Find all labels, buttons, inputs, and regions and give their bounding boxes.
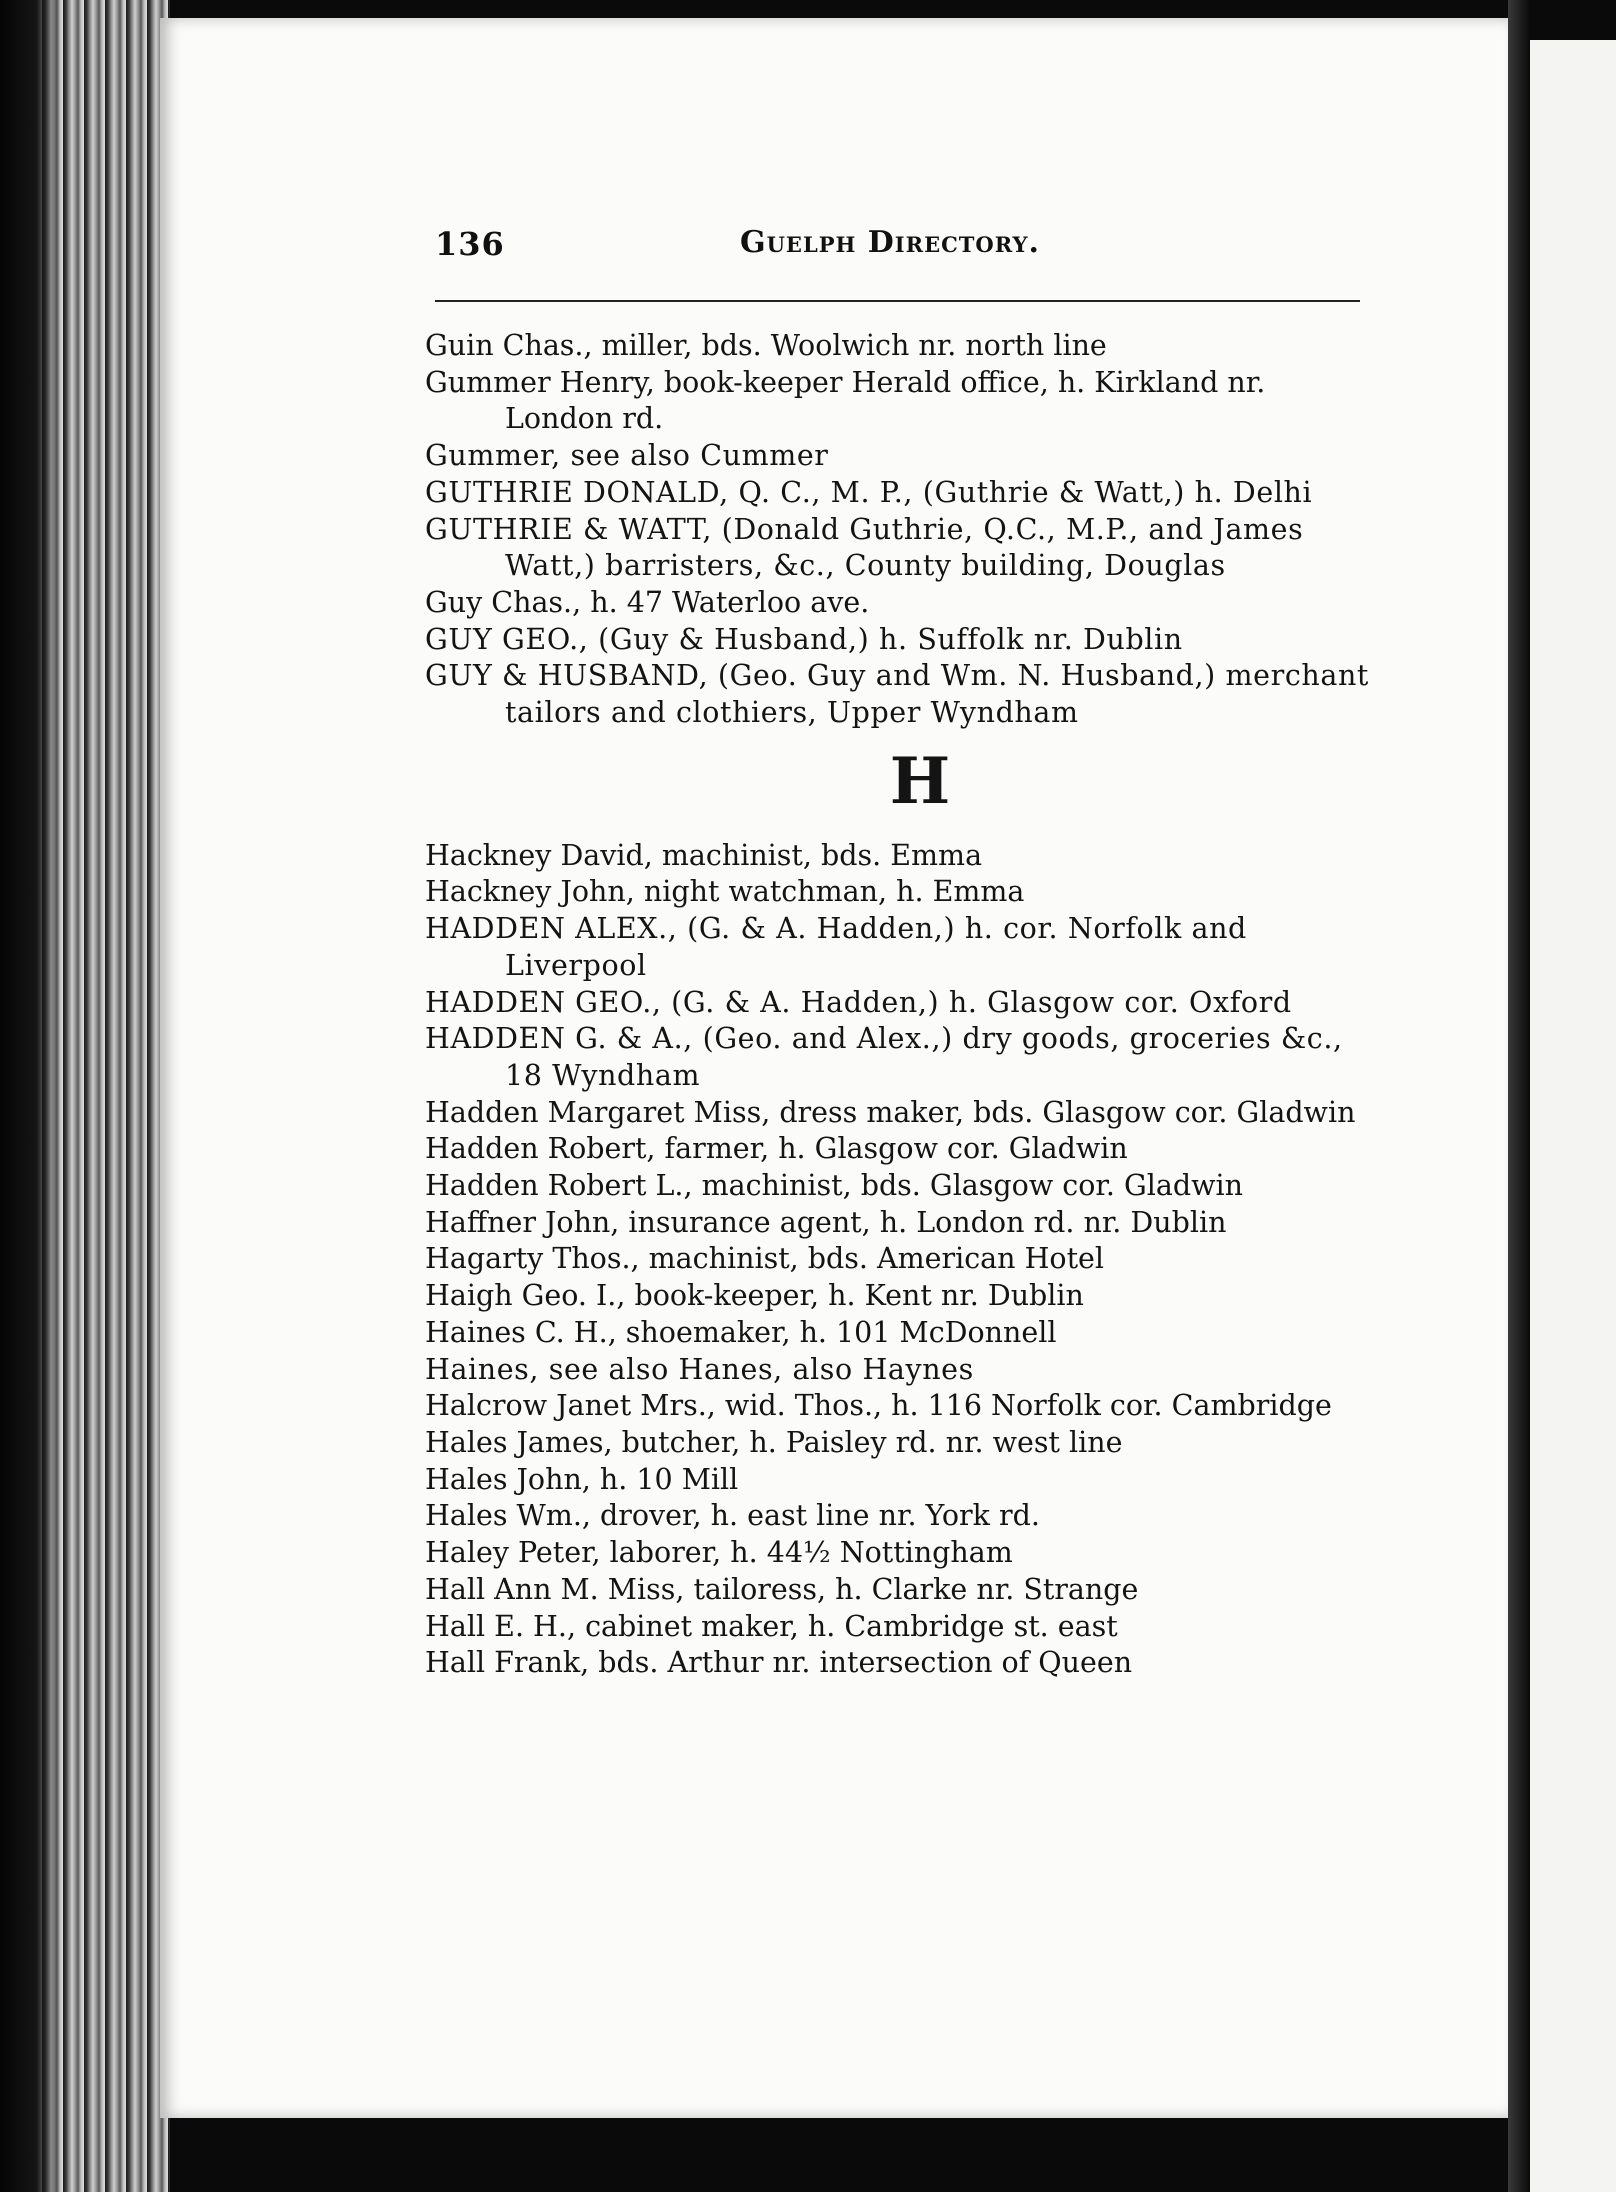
directory-entry: Haines, see also Hanes, also Haynes xyxy=(425,1352,974,1386)
directory-entry: Gummer, see also Cummer xyxy=(425,439,829,473)
directory-entry: Halcrow Janet Mrs., wid. Thos., h. 116 Norfolk cor. Cambridge xyxy=(425,1389,1332,1423)
directory-entry: Haines C. H., shoemaker, h. 101 McDonnell xyxy=(425,1315,1057,1349)
directory-entry: Hall Frank, bds. Arthur nr. intersection of Queen xyxy=(425,1646,1133,1680)
directory-entry: GUY GEO., (Guy & Husband,) h. Suffolk nr. Dublin xyxy=(425,622,1183,656)
directory-entry: Hagarty Thos., machinist, bds. American Hotel xyxy=(425,1242,1105,1276)
directory-entry: Hackney David, machinist, bds. Emma xyxy=(425,838,983,872)
scan-top-border xyxy=(0,0,1616,18)
book-gutter xyxy=(1508,0,1530,2192)
directory-entries xyxy=(425,328,1375,1682)
directory-entry: GUY & HUSBAND, (Geo. Guy and Wm. N. Husband,) merchant tailors and clothiers, Upper Wyndham xyxy=(425,659,1369,730)
directory-entry: Hackney John, night watchman, h. Emma xyxy=(425,875,1025,909)
section-letter-heading: H xyxy=(889,743,951,819)
directory-entry: GUTHRIE DONALD, Q. C., M. P., (Guthrie & Watt,) h. Delhi xyxy=(425,475,1313,509)
page-header xyxy=(435,225,1365,275)
directory-entry: HADDEN ALEX., (G. & A. Hadden,) h. cor. Norfolk and Liverpool xyxy=(425,912,1247,982)
directory-entry: GUTHRIE & WATT, (Donald Guthrie, Q.C., M.P., and James Watt,) barristers, &c., County building, Douglas xyxy=(425,512,1304,583)
directory-entry: Guin Chas., miller, bds. Woolwich nr. north line xyxy=(425,329,1107,362)
header-rule xyxy=(435,300,1360,302)
page-stack-shadow xyxy=(0,0,60,2192)
directory-entry: Hales John, h. 10 Mill xyxy=(425,1462,739,1496)
directory-entry: Hales Wm., drover, h. east line nr. York rd. xyxy=(425,1499,1040,1533)
page-number: 136 xyxy=(435,225,505,263)
directory-entry: Haffner John, insurance agent, h. London rd. nr. Dublin xyxy=(425,1205,1227,1239)
directory-entry: Hadden Robert, farmer, h. Glasgow cor. Gladwin xyxy=(425,1132,1128,1166)
directory-entry: Guy Chas., h. 47 Waterloo ave. xyxy=(425,585,870,619)
directory-entry: Haley Peter, laborer, h. 44½ Nottingham xyxy=(425,1536,1013,1570)
directory-entry: Hall E. H., cabinet maker, h. Cambridge st. east xyxy=(425,1609,1118,1643)
directory-entry: Hales James, butcher, h. Paisley rd. nr. west line xyxy=(425,1425,1123,1459)
running-title: Guelph Directory. xyxy=(740,225,1040,260)
directory-entry: Hadden Margaret Miss, dress maker, bds. Glasgow cor. Gladwin xyxy=(425,1095,1356,1129)
directory-entry: Hall Ann M. Miss, tailoress, h. Clarke nr. Strange xyxy=(425,1572,1139,1606)
facing-page-edge xyxy=(1530,40,1616,2192)
directory-entry: HADDEN GEO., (G. & A. Hadden,) h. Glasgow cor. Oxford xyxy=(425,985,1292,1019)
directory-entry: Haigh Geo. I., book-keeper, h. Kent nr. Dublin xyxy=(425,1279,1084,1313)
directory-entry: Hadden Robert L., machinist, bds. Glasgow cor. Gladwin xyxy=(425,1169,1243,1203)
directory-entry: Gummer Henry, book-keeper Herald office, h. Kirkland nr. London rd. xyxy=(425,365,1266,436)
directory-entry: HADDEN G. & A., (Geo. and Alex.,) dry goods, groceries &c., 18 Wyndham xyxy=(425,1022,1343,1092)
